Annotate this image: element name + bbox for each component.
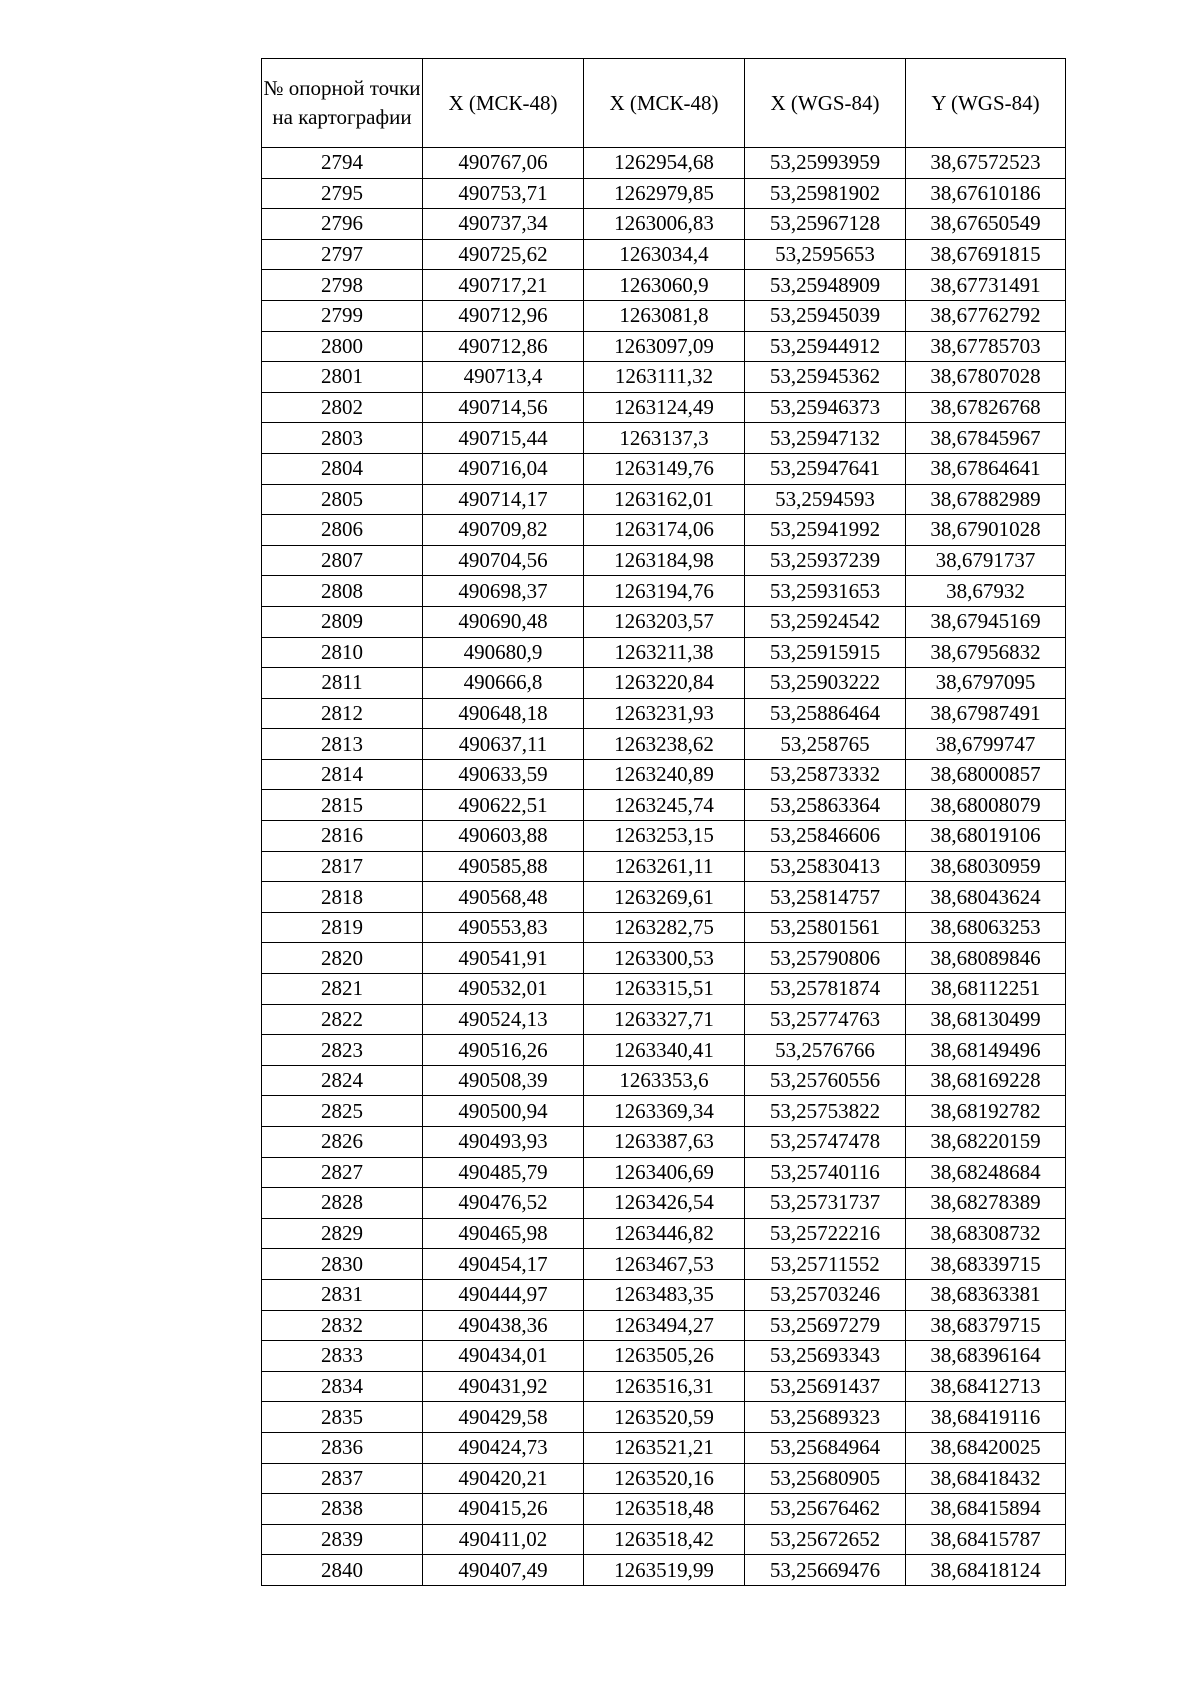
cell-point-number: 2805 (262, 484, 423, 515)
table-row (262, 178, 1066, 209)
cell-x-msk48: 490424,73 (423, 1432, 584, 1463)
cell-y-wgs84: 38,67691815 (906, 239, 1066, 270)
cell-y-wgs84: 38,67864641 (906, 453, 1066, 484)
cell-x-msk48: 490633,59 (423, 759, 584, 790)
cell-x-wgs84: 53,25814757 (745, 882, 906, 913)
cell-x-msk48: 490715,44 (423, 423, 584, 454)
cell-x-msk48-second: 1263184,98 (584, 545, 745, 576)
cell-x-msk48: 490712,96 (423, 300, 584, 331)
cell-y-wgs84: 38,67610186 (906, 178, 1066, 209)
cell-x-msk48: 490454,17 (423, 1249, 584, 1280)
cell-x-msk48: 490500,94 (423, 1096, 584, 1127)
cell-point-number: 2831 (262, 1279, 423, 1310)
table-row (262, 1096, 1066, 1127)
cell-y-wgs84: 38,68419116 (906, 1402, 1066, 1433)
table-row (262, 239, 1066, 270)
cell-x-wgs84: 53,25672652 (745, 1524, 906, 1555)
cell-x-msk48-second: 1263340,41 (584, 1035, 745, 1066)
cell-x-msk48-second: 1263282,75 (584, 912, 745, 943)
cell-point-number: 2809 (262, 606, 423, 637)
table-row (262, 453, 1066, 484)
cell-y-wgs84: 38,67762792 (906, 300, 1066, 331)
cell-point-number: 2808 (262, 576, 423, 607)
cell-x-wgs84: 53,25689323 (745, 1402, 906, 1433)
cell-y-wgs84: 38,68008079 (906, 790, 1066, 821)
cell-y-wgs84: 38,67882989 (906, 484, 1066, 515)
cell-x-wgs84: 53,25684964 (745, 1432, 906, 1463)
table-row (262, 423, 1066, 454)
table-row (262, 668, 1066, 699)
cell-x-msk48: 490431,92 (423, 1371, 584, 1402)
cell-x-msk48: 490648,18 (423, 698, 584, 729)
table-row (262, 1279, 1066, 1310)
table-row (262, 912, 1066, 943)
cell-x-msk48: 490714,17 (423, 484, 584, 515)
cell-point-number: 2834 (262, 1371, 423, 1402)
table-row (262, 1524, 1066, 1555)
cell-x-wgs84: 53,25948909 (745, 270, 906, 301)
cell-x-msk48-second: 1263238,62 (584, 729, 745, 760)
header-x-wgs84: X (WGS-84) (745, 59, 906, 148)
cell-x-msk48: 490476,52 (423, 1188, 584, 1219)
cell-y-wgs84: 38,67807028 (906, 362, 1066, 393)
cell-point-number: 2811 (262, 668, 423, 699)
cell-x-msk48-second: 1263521,21 (584, 1432, 745, 1463)
cell-x-msk48: 490444,97 (423, 1279, 584, 1310)
cell-x-msk48-second: 1263174,06 (584, 515, 745, 546)
cell-point-number: 2821 (262, 974, 423, 1005)
table-row (262, 759, 1066, 790)
cell-x-msk48-second: 1263231,93 (584, 698, 745, 729)
cell-y-wgs84: 38,68192782 (906, 1096, 1066, 1127)
cell-x-msk48: 490420,21 (423, 1463, 584, 1494)
header-point-number: № опорной точки на картографии (262, 59, 423, 148)
cell-x-msk48: 490753,71 (423, 178, 584, 209)
cell-point-number: 2796 (262, 209, 423, 240)
cell-x-wgs84: 53,25830413 (745, 851, 906, 882)
cell-point-number: 2837 (262, 1463, 423, 1494)
table-row (262, 790, 1066, 821)
table-row (262, 1310, 1066, 1341)
cell-x-msk48-second: 1263060,9 (584, 270, 745, 301)
cell-point-number: 2819 (262, 912, 423, 943)
cell-x-msk48: 490637,11 (423, 729, 584, 760)
cell-x-msk48-second: 1263137,3 (584, 423, 745, 454)
cell-point-number: 2820 (262, 943, 423, 974)
cell-y-wgs84: 38,68418432 (906, 1463, 1066, 1494)
cell-x-msk48-second: 1263494,27 (584, 1310, 745, 1341)
cell-point-number: 2822 (262, 1004, 423, 1035)
table-row (262, 1463, 1066, 1494)
cell-point-number: 2810 (262, 637, 423, 668)
table-row (262, 1432, 1066, 1463)
cell-x-msk48: 490603,88 (423, 821, 584, 852)
table-row (262, 1188, 1066, 1219)
cell-y-wgs84: 38,67945169 (906, 606, 1066, 637)
cell-x-wgs84: 53,25945362 (745, 362, 906, 393)
cell-x-msk48: 490434,01 (423, 1341, 584, 1372)
cell-x-msk48-second: 1263315,51 (584, 974, 745, 1005)
cell-x-wgs84: 53,2595653 (745, 239, 906, 270)
cell-y-wgs84: 38,68112251 (906, 974, 1066, 1005)
cell-y-wgs84: 38,67650549 (906, 209, 1066, 240)
table-row (262, 209, 1066, 240)
cell-x-msk48: 490415,26 (423, 1494, 584, 1525)
cell-x-wgs84: 53,25697279 (745, 1310, 906, 1341)
cell-x-msk48-second: 1263162,01 (584, 484, 745, 515)
cell-y-wgs84: 38,67901028 (906, 515, 1066, 546)
cell-y-wgs84: 38,68379715 (906, 1310, 1066, 1341)
table-row (262, 300, 1066, 331)
cell-x-msk48-second: 1263203,57 (584, 606, 745, 637)
cell-y-wgs84: 38,68130499 (906, 1004, 1066, 1035)
cell-x-msk48: 490680,9 (423, 637, 584, 668)
cell-point-number: 2823 (262, 1035, 423, 1066)
cell-point-number: 2832 (262, 1310, 423, 1341)
cell-point-number: 2799 (262, 300, 423, 331)
table-row (262, 698, 1066, 729)
cell-x-msk48: 490709,82 (423, 515, 584, 546)
cell-point-number: 2815 (262, 790, 423, 821)
table-row (262, 362, 1066, 393)
cell-y-wgs84: 38,67826768 (906, 392, 1066, 423)
cell-y-wgs84: 38,68396164 (906, 1341, 1066, 1372)
cell-y-wgs84: 38,68019106 (906, 821, 1066, 852)
cell-x-msk48-second: 1263505,26 (584, 1341, 745, 1372)
cell-x-wgs84: 53,25873332 (745, 759, 906, 790)
cell-x-wgs84: 53,25680905 (745, 1463, 906, 1494)
cell-x-msk48-second: 1263519,99 (584, 1555, 745, 1586)
cell-x-msk48-second: 1263006,83 (584, 209, 745, 240)
cell-x-wgs84: 53,25693343 (745, 1341, 906, 1372)
cell-x-msk48: 490585,88 (423, 851, 584, 882)
cell-point-number: 2830 (262, 1249, 423, 1280)
header-x-msk48-second: X (МСК-48) (584, 59, 745, 148)
table-row (262, 270, 1066, 301)
cell-x-msk48-second: 1263111,32 (584, 362, 745, 393)
cell-x-wgs84: 53,25945039 (745, 300, 906, 331)
cell-x-wgs84: 53,25967128 (745, 209, 906, 240)
cell-x-msk48-second: 1263211,38 (584, 637, 745, 668)
cell-x-wgs84: 53,25947641 (745, 453, 906, 484)
cell-x-msk48: 490465,98 (423, 1218, 584, 1249)
table-row (262, 1341, 1066, 1372)
cell-x-msk48: 490532,01 (423, 974, 584, 1005)
cell-x-msk48-second: 1263253,15 (584, 821, 745, 852)
cell-x-wgs84: 53,25731737 (745, 1188, 906, 1219)
cell-x-msk48-second: 1263149,76 (584, 453, 745, 484)
cell-x-msk48-second: 1263426,54 (584, 1188, 745, 1219)
cell-x-wgs84: 53,25863364 (745, 790, 906, 821)
cell-x-msk48-second: 1263518,42 (584, 1524, 745, 1555)
cell-x-msk48: 490411,02 (423, 1524, 584, 1555)
cell-x-wgs84: 53,25676462 (745, 1494, 906, 1525)
cell-x-wgs84: 53,25947132 (745, 423, 906, 454)
table-row (262, 1555, 1066, 1586)
cell-x-msk48-second: 1263245,74 (584, 790, 745, 821)
cell-x-wgs84: 53,25703246 (745, 1279, 906, 1310)
cell-y-wgs84: 38,67932 (906, 576, 1066, 607)
cell-point-number: 2829 (262, 1218, 423, 1249)
cell-x-msk48: 490737,34 (423, 209, 584, 240)
cell-x-wgs84: 53,25753822 (745, 1096, 906, 1127)
cell-point-number: 2817 (262, 851, 423, 882)
cell-point-number: 2833 (262, 1341, 423, 1372)
cell-point-number: 2839 (262, 1524, 423, 1555)
cell-point-number: 2825 (262, 1096, 423, 1127)
cell-x-msk48: 490541,91 (423, 943, 584, 974)
cell-x-msk48: 490698,37 (423, 576, 584, 607)
cell-x-msk48: 490666,8 (423, 668, 584, 699)
cell-x-wgs84: 53,25740116 (745, 1157, 906, 1188)
cell-x-msk48-second: 1263516,31 (584, 1371, 745, 1402)
cell-x-msk48-second: 1263387,63 (584, 1127, 745, 1158)
cell-x-wgs84: 53,25944912 (745, 331, 906, 362)
cell-x-msk48: 490716,04 (423, 453, 584, 484)
cell-x-msk48: 490493,93 (423, 1127, 584, 1158)
cell-y-wgs84: 38,67572523 (906, 148, 1066, 179)
cell-y-wgs84: 38,68420025 (906, 1432, 1066, 1463)
cell-y-wgs84: 38,68000857 (906, 759, 1066, 790)
cell-x-msk48: 490485,79 (423, 1157, 584, 1188)
cell-x-wgs84: 53,25711552 (745, 1249, 906, 1280)
cell-point-number: 2816 (262, 821, 423, 852)
cell-point-number: 2835 (262, 1402, 423, 1433)
cell-y-wgs84: 38,68278389 (906, 1188, 1066, 1219)
cell-x-wgs84: 53,25669476 (745, 1555, 906, 1586)
cell-y-wgs84: 38,68063253 (906, 912, 1066, 943)
cell-x-msk48: 490690,48 (423, 606, 584, 637)
table-row (262, 637, 1066, 668)
cell-y-wgs84: 38,68363381 (906, 1279, 1066, 1310)
cell-x-msk48-second: 1263220,84 (584, 668, 745, 699)
cell-x-msk48-second: 1263034,4 (584, 239, 745, 270)
cell-point-number: 2828 (262, 1188, 423, 1219)
cell-x-wgs84: 53,25886464 (745, 698, 906, 729)
header-row (262, 59, 1066, 148)
cell-x-wgs84: 53,25993959 (745, 148, 906, 179)
table-row (262, 974, 1066, 1005)
table-row (262, 1371, 1066, 1402)
cell-x-msk48-second: 1263467,53 (584, 1249, 745, 1280)
cell-x-wgs84: 53,25747478 (745, 1127, 906, 1158)
cell-point-number: 2824 (262, 1065, 423, 1096)
cell-x-msk48-second: 1263518,48 (584, 1494, 745, 1525)
cell-y-wgs84: 38,68169228 (906, 1065, 1066, 1096)
cell-point-number: 2827 (262, 1157, 423, 1188)
cell-x-msk48-second: 1263240,89 (584, 759, 745, 790)
cell-x-msk48-second: 1262954,68 (584, 148, 745, 179)
cell-point-number: 2812 (262, 698, 423, 729)
cell-y-wgs84: 38,67845967 (906, 423, 1066, 454)
cell-x-wgs84: 53,25781874 (745, 974, 906, 1005)
cell-x-wgs84: 53,25760556 (745, 1065, 906, 1096)
cell-x-msk48-second: 1263327,71 (584, 1004, 745, 1035)
cell-y-wgs84: 38,68415787 (906, 1524, 1066, 1555)
cell-point-number: 2797 (262, 239, 423, 270)
header-y-wgs84: Y (WGS-84) (906, 59, 1066, 148)
table-row (262, 392, 1066, 423)
cell-x-wgs84: 53,25924542 (745, 606, 906, 637)
cell-point-number: 2838 (262, 1494, 423, 1525)
table-row (262, 1494, 1066, 1525)
table-row (262, 1035, 1066, 1066)
table-body (262, 148, 1066, 1586)
table-row (262, 1157, 1066, 1188)
cell-x-msk48-second: 1263483,35 (584, 1279, 745, 1310)
cell-x-msk48: 490704,56 (423, 545, 584, 576)
cell-point-number: 2795 (262, 178, 423, 209)
cell-x-wgs84: 53,2576766 (745, 1035, 906, 1066)
table-row (262, 148, 1066, 179)
cell-y-wgs84: 38,68089846 (906, 943, 1066, 974)
table-row (262, 1127, 1066, 1158)
cell-x-msk48-second: 1263097,09 (584, 331, 745, 362)
cell-y-wgs84: 38,68412713 (906, 1371, 1066, 1402)
table-row (262, 1249, 1066, 1280)
table-row (262, 882, 1066, 913)
cell-point-number: 2800 (262, 331, 423, 362)
cell-x-msk48: 490568,48 (423, 882, 584, 913)
cell-x-wgs84: 53,25981902 (745, 178, 906, 209)
table-row (262, 1402, 1066, 1433)
cell-point-number: 2801 (262, 362, 423, 393)
table-row (262, 943, 1066, 974)
cell-x-msk48-second: 1263269,61 (584, 882, 745, 913)
cell-x-wgs84: 53,25903222 (745, 668, 906, 699)
cell-point-number: 2814 (262, 759, 423, 790)
cell-x-wgs84: 53,25790806 (745, 943, 906, 974)
cell-y-wgs84: 38,67785703 (906, 331, 1066, 362)
cell-y-wgs84: 38,68030959 (906, 851, 1066, 882)
cell-y-wgs84: 38,6799747 (906, 729, 1066, 760)
cell-x-msk48-second: 1263124,49 (584, 392, 745, 423)
cell-point-number: 2804 (262, 453, 423, 484)
cell-x-msk48-second: 1263446,82 (584, 1218, 745, 1249)
cell-x-msk48: 490429,58 (423, 1402, 584, 1433)
table-row (262, 1065, 1066, 1096)
header-x-msk48: X (МСК-48) (423, 59, 584, 148)
cell-x-msk48: 490524,13 (423, 1004, 584, 1035)
cell-x-wgs84: 53,258765 (745, 729, 906, 760)
cell-y-wgs84: 38,67731491 (906, 270, 1066, 301)
cell-x-wgs84: 53,25801561 (745, 912, 906, 943)
cell-x-wgs84: 53,25946373 (745, 392, 906, 423)
cell-x-msk48: 490717,21 (423, 270, 584, 301)
table-row (262, 576, 1066, 607)
cell-x-wgs84: 53,25722216 (745, 1218, 906, 1249)
cell-x-msk48: 490516,26 (423, 1035, 584, 1066)
cell-point-number: 2794 (262, 148, 423, 179)
table-row (262, 1218, 1066, 1249)
table-row (262, 331, 1066, 362)
cell-x-msk48-second: 1263520,16 (584, 1463, 745, 1494)
cell-x-msk48-second: 1263520,59 (584, 1402, 745, 1433)
cell-point-number: 2836 (262, 1432, 423, 1463)
cell-x-msk48: 490714,56 (423, 392, 584, 423)
cell-x-wgs84: 53,25931653 (745, 576, 906, 607)
cell-x-msk48: 490553,83 (423, 912, 584, 943)
cell-x-msk48-second: 1263353,6 (584, 1065, 745, 1096)
cell-y-wgs84: 38,68415894 (906, 1494, 1066, 1525)
cell-y-wgs84: 38,68418124 (906, 1555, 1066, 1586)
table-row (262, 729, 1066, 760)
cell-y-wgs84: 38,6791737 (906, 545, 1066, 576)
cell-x-msk48: 490767,06 (423, 148, 584, 179)
cell-point-number: 2806 (262, 515, 423, 546)
cell-x-msk48: 490407,49 (423, 1555, 584, 1586)
cell-x-wgs84: 53,25915915 (745, 637, 906, 668)
cell-y-wgs84: 38,68149496 (906, 1035, 1066, 1066)
cell-x-msk48-second: 1263261,11 (584, 851, 745, 882)
cell-y-wgs84: 38,68043624 (906, 882, 1066, 913)
cell-y-wgs84: 38,67956832 (906, 637, 1066, 668)
cell-x-msk48-second: 1263194,76 (584, 576, 745, 607)
cell-point-number: 2813 (262, 729, 423, 760)
table-header (262, 59, 1066, 148)
cell-x-msk48-second: 1263081,8 (584, 300, 745, 331)
cell-y-wgs84: 38,68220159 (906, 1127, 1066, 1158)
cell-y-wgs84: 38,68308732 (906, 1218, 1066, 1249)
cell-x-wgs84: 53,25774763 (745, 1004, 906, 1035)
cell-point-number: 2798 (262, 270, 423, 301)
cell-x-wgs84: 53,2594593 (745, 484, 906, 515)
cell-x-msk48: 490508,39 (423, 1065, 584, 1096)
cell-x-msk48-second: 1263369,34 (584, 1096, 745, 1127)
cell-point-number: 2807 (262, 545, 423, 576)
cell-point-number: 2826 (262, 1127, 423, 1158)
table-row (262, 606, 1066, 637)
cell-x-wgs84: 53,25691437 (745, 1371, 906, 1402)
table-row (262, 821, 1066, 852)
table-row (262, 484, 1066, 515)
cell-point-number: 2803 (262, 423, 423, 454)
cell-point-number: 2818 (262, 882, 423, 913)
table-row (262, 515, 1066, 546)
cell-x-msk48: 490725,62 (423, 239, 584, 270)
cell-x-wgs84: 53,25937239 (745, 545, 906, 576)
cell-point-number: 2840 (262, 1555, 423, 1586)
cell-x-msk48-second: 1263406,69 (584, 1157, 745, 1188)
cell-x-msk48: 490438,36 (423, 1310, 584, 1341)
cell-x-msk48: 490622,51 (423, 790, 584, 821)
table-row (262, 851, 1066, 882)
cell-x-wgs84: 53,25846606 (745, 821, 906, 852)
table-row (262, 545, 1066, 576)
cell-point-number: 2802 (262, 392, 423, 423)
cell-y-wgs84: 38,68248684 (906, 1157, 1066, 1188)
table-row (262, 1004, 1066, 1035)
cell-x-msk48: 490712,86 (423, 331, 584, 362)
cell-y-wgs84: 38,6797095 (906, 668, 1066, 699)
cell-y-wgs84: 38,67987491 (906, 698, 1066, 729)
cell-x-msk48-second: 1262979,85 (584, 178, 745, 209)
cell-y-wgs84: 38,68339715 (906, 1249, 1066, 1280)
cell-x-wgs84: 53,25941992 (745, 515, 906, 546)
coordinates-table (261, 58, 1066, 1586)
cell-x-msk48: 490713,4 (423, 362, 584, 393)
cell-x-msk48-second: 1263300,53 (584, 943, 745, 974)
